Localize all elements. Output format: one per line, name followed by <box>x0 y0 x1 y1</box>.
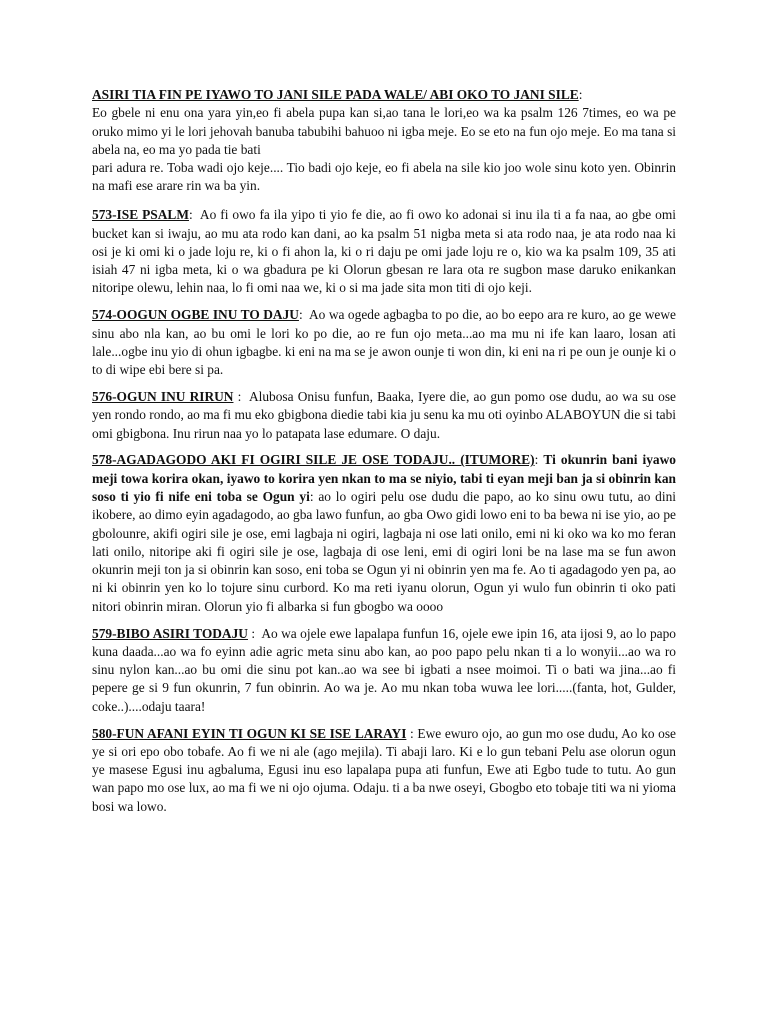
section-body: Ao wa ogede agbagba to po die, ao bo eepo ara re kuro, ao ge wewe sinu abo nla kan, ao bu omi le lori ko po die, ao re fun ojo meta...ao ma mu ni ife kan laaro, losan ati lale...ogbe inu yio di ohun igbagbe. ki eni na ma se je awon ounje ti won din, ki eni na ri pe oun je ounje ki o to di wipe ebi bere si pa. <box>92 307 676 378</box>
document-page <box>92 86 676 824</box>
section-body: Eo gbele ni enu ona yara yin,eo fi abela pupa kan si,ao tana le lori,eo wa ka psalm 126 7times, eo wa pe oruko mimo yi le lori jehovah banuba tabubihi bahuoo ni igba meje. Eo se eto na fun ojo meje. Eo ma tana si abela na, eo ma yo pada tie bati <box>92 105 676 157</box>
section-heading: ASIRI TIA FIN PE IYAWO TO JANI SILE PADA WALE/ ABI OKO TO JANI SILE <box>92 87 579 102</box>
section-heading: 573-ISE PSALM <box>92 207 189 223</box>
section-heading: 579-BIBO ASIRI TODAJU <box>92 625 248 641</box>
heading-separator: : <box>188 207 193 223</box>
section-iyawo-to-jani-sile <box>92 86 676 196</box>
section-bold-intro: Ti okunrin bani iyawo meji towa korira okan, iyawo to korira yen nkan to ma se niyio, tabi ti eyan meji ban ja si obinrin kan soso ti yio fi nife eni toba se Ogun yi <box>92 452 676 504</box>
heading-separator: : <box>237 388 242 404</box>
section-579-bibo-asiri <box>92 625 676 716</box>
section-573-ise-psalm <box>92 206 676 297</box>
section-578-agadagodo <box>92 451 676 616</box>
heading-separator: : <box>298 307 303 323</box>
heading-separator: : <box>410 725 414 741</box>
section-574-oogun-ogbe-inu <box>92 306 676 379</box>
section-body: Ewe ewuro ojo, ao gun mo ose dudu, Ao ko ose ye si ori epo obo tobafe. Ao fi we ni ale (ago mejila). Ti abaji laro. Ki e lo gun tebani Pelu ase olorun ogun ye masese Egusi inu agbaluma, Egusi inu eso lapalapa pupa ati funfun, Ewe ati Egbo tude to tutu. Ao gun wan papo mo ose lux, ao ma fi we ni ojo ojuma. Odaju. ti a ba nwe oseyi, Gbogbo eto tobaje titi wa ni yioma bosi wa lowo. <box>92 725 676 814</box>
bold-intro-separator: : <box>309 488 314 504</box>
section-heading: 576-OGUN INU RIRUN <box>92 388 234 404</box>
section-576-ogun-inu-rirun <box>92 388 676 443</box>
section-body: Alubosa Onisu funfun, Baaka, Iyere die, ao gun pomo ose dudu, ao wa su ose yen rondo rondo, ao ma fi mu eko gbigbona diedie tabi kia ju senu ka mu oti oyinbo ALABOYUN die si tabi omi gbigbona. Inu rirun naa yo lo patapata lase edumare. O daju. <box>92 388 676 441</box>
section-heading: 580-FUN AFANI EYIN TI OGUN KI SE ISE LARAYI <box>92 725 407 741</box>
heading-separator: : <box>251 625 256 641</box>
section-body: Ao fi owo fa ila yipo ti yio fe die, ao fi owo ko adonai si inu ila ti a fa naa, ao gbe omi bucket kan si iwaju, ao mu ata rodo kan dani, ao ka psalm 51 nigba meta si ata rodo naa, je ata rodo naa ki osi je ki omi ki o jade loju re, ki o fi ahon la, ki o ri daju pe omi jade loju re o, kio wa ka psalm 109, 35 ati isiah 47 ni igba meta, ki o wa gbadura pe ki Olorun gbesan re lara ota re sugbon mase daruko enikankan nitoripe olewu, lehin naa, lo fi omi naa we, ki o si ma jade sita mon titi di ojo keji. <box>92 207 676 296</box>
section-580-fun-afani-eyin <box>92 725 676 816</box>
section-body: ao lo ogiri pelu ose dudu die papo, ao ko sinu owu tutu, ao dini ikobere, ao dimo eyin agadagodo, ao gba lawo funfun, ao gba Owo gidi lowo eni to ba bewa ni ise yio, ao pe gbolounre, akifi ogiri sile je ose, emi lagbaja ni ogiri, lagbaja ni ose lati onilo, emi ni ki oko wa ko mo feran lati onilo, nitoripe aki fi ogiri sile je ose, lagbaja di ose leni, emi di ogiri loni be na lase ma se fun awon okunrin meji ton ja si obinrin kan soso, eni toba se Ogun yi ni obinrin yen ma fe. Ao ti agadagodo yen pa, ao ni ki obinrin yen ko lo tojure sinu curbord. Ko ma reti iyanu olorun, Ogun yi wulo fun obinrin ti oko pati nitori obinrin miran. Olorun yio fi albarka si fun gbogbo wa oooo <box>92 488 676 614</box>
section-heading: 578-AGADAGODO AKI FI OGIRI SILE JE OSE TODAJU.. (ITUMORE) <box>92 452 535 468</box>
section-heading: 574-OOGUN OGBE INU TO DAJU <box>92 307 299 323</box>
heading-separator: : <box>534 452 539 468</box>
heading-separator: : <box>578 87 583 102</box>
section-body: Ao wa ojele ewe lapalapa funfun 16, ojele ewe ipin 16, ata ijosi 9, ao lo papo kuna daada...ao wa fo eyinn adie agric meta sinu abo kan, ao poo papo pelu nkan ti a lo wonyii...ao wa ro sinu nylon kan...ao bu omi die sinu pot kan..ao wa see bi igbati a nsee moimoi. Ti o bati wa jina...ao fi pepere ge si 9 fun okunrin, 7 fun obinrin. Ao wa je. Ao mu nkan toba wuwa lee lori.....(fanta, hot, Gulder, coke..)....odaju taara! <box>92 625 676 714</box>
section-body-continued: pari adura re. Toba wadi ojo keje.... Tio badi ojo keje, eo fi abela na sile kio joo wole sinu koto yen. Obinrin na mafi ese arare rin wa ba yin. <box>92 160 676 194</box>
section-first-line-block <box>92 86 676 159</box>
